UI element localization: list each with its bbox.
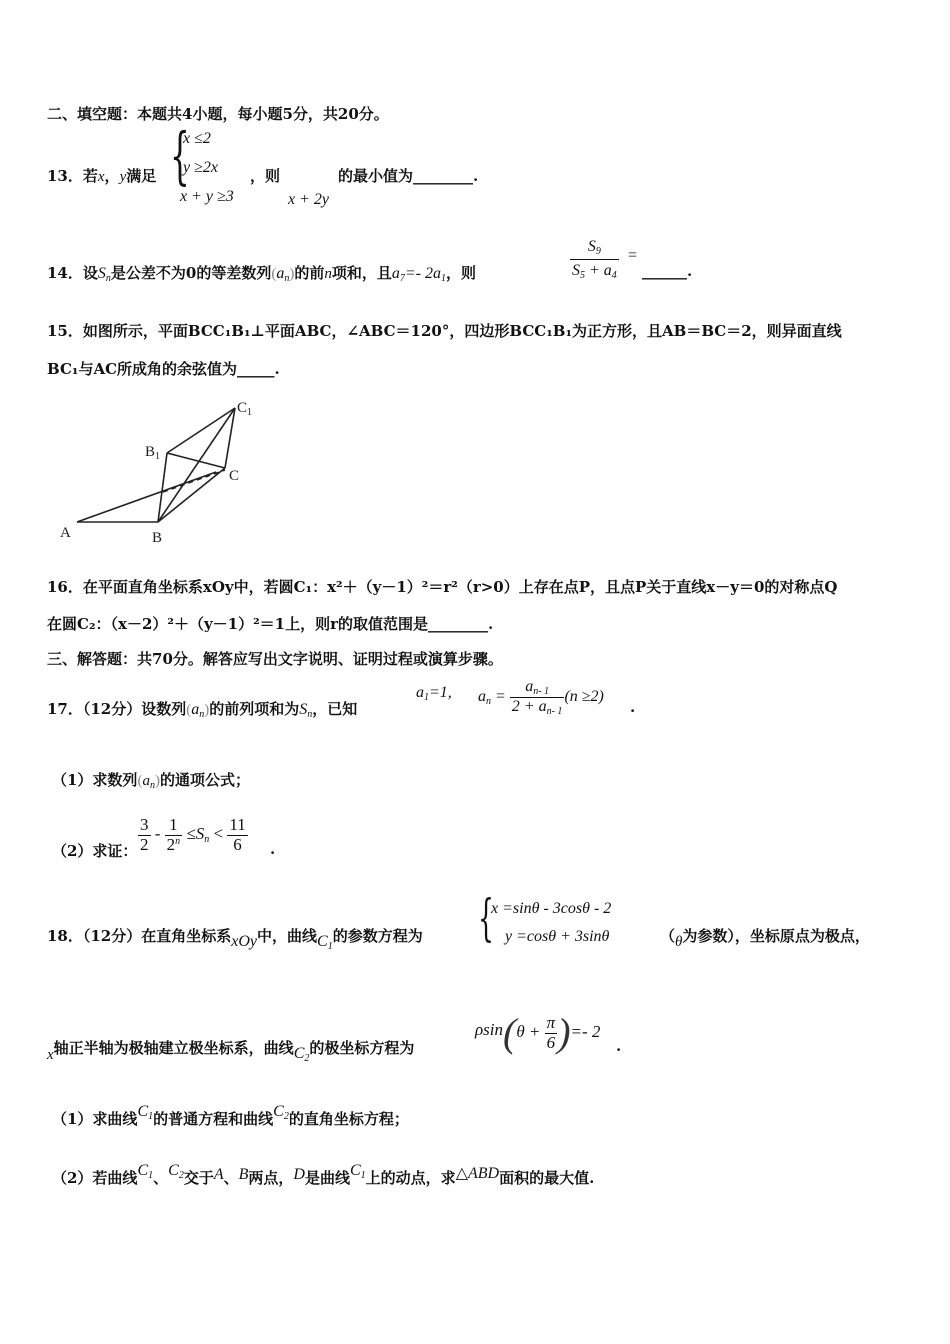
q14-blank: ______. xyxy=(642,262,693,280)
q18-part1: （1）求曲线$C_1$的普通方程和曲线$C_2$的直角坐标方程； xyxy=(52,1103,409,1128)
q18-line-2: x轴正半轴为极轴建立极坐标系，曲线$C_2$的极坐标方程为 xyxy=(47,1039,415,1064)
q13-constraint-1: x ≤2 xyxy=(183,130,211,147)
q13-constraint-2: y ≥2x xyxy=(183,159,218,176)
section-heading-solutions: 三、解答题：共70分。解答应写出文字说明、证明过程或演算步骤。 xyxy=(47,650,503,668)
fig-edge-B1C1 xyxy=(167,408,235,453)
q17-part2-period: . xyxy=(270,840,276,858)
fig-label-C: C xyxy=(229,468,240,484)
q14-fraction: $\frac{S_9}{S_5 + a_4}$ xyxy=(572,238,617,281)
fig-edge-BC xyxy=(158,468,225,522)
q18-line-2-period: . xyxy=(616,1037,622,1055)
q17-a1: $a_1=1$, xyxy=(416,684,452,703)
fig-edge-BC1 xyxy=(158,408,235,522)
q18-text-tail: （θ为参数），坐标原点为极点， xyxy=(660,927,870,950)
q13-text: 13．若x，y满足 xyxy=(47,167,157,185)
q15-line-1: 15．如图所示，平面BCC₁B₁⊥平面ABC，∠ABC＝120°，四边形BCC₁B₁为正方形，且AB＝BC＝2，则异面直线 xyxy=(47,322,842,340)
q15-figure xyxy=(40,390,280,550)
fig-label-A: A xyxy=(60,525,71,541)
q18-param-eq-2: y =cosθ + 3sinθ xyxy=(505,928,610,945)
fig-label-B1: $B_1$ xyxy=(145,444,161,462)
q13-then: ，则 xyxy=(250,167,281,185)
q17-part2-lead: （2）求证： xyxy=(52,842,138,860)
q16-line-1: 16．在平面直角坐标系xOy中，若圆C₁：x²＋（y－1）²＝r²（r>0）上存在点P，且点P关于直线x－y＝0的对称点Q xyxy=(47,578,838,596)
fig-edge-AC-hidden xyxy=(163,470,225,492)
q14-text: 14．设$S_n$是公差不为0的等差数列$(a_n)$的前n项和，且$a_7=-$ $2a_1$，则 xyxy=(47,264,476,284)
q17-recurrence: $a_n$ = $\frac{a_{n- 1}}{2 + a_{n- 1}}$ (n ≥2) xyxy=(478,678,604,717)
section-heading-fill-in: 二、填空题：本题共4小题，每小题5分，共20分。 xyxy=(47,105,389,123)
q18-brace: { xyxy=(478,889,494,947)
q13-expression: x + 2y xyxy=(288,191,329,208)
q17-period: . xyxy=(630,698,636,716)
q18-param-eq-1: x =sinθ - 3cosθ - 2 xyxy=(491,900,612,917)
fig-label-C1: $C_1$ xyxy=(237,400,253,418)
q13-brace: { xyxy=(170,119,190,192)
q17-text: 17．（12分）设数列$(a_n)$的前列项和为$S_n$，已知 xyxy=(47,700,358,720)
q15-line-2: BC₁与AC所成角的余弦值为_____. xyxy=(47,360,280,378)
q13-tail: 的最小值为________. xyxy=(338,167,479,185)
q17-part1: （1）求数列$(a_n)$的通项公式； xyxy=(52,771,250,791)
fig-label-B: B xyxy=(152,530,163,546)
fig-edge-AC-part xyxy=(77,472,216,522)
q18-text: 18．（12分）在直角坐标系xOy中，曲线$C_1$的参数方程为 xyxy=(47,927,423,952)
q14-equals: = xyxy=(628,247,638,264)
q18-polar-eq: ρsin(θ + $\frac{\pi}{6}$ )=- 2 xyxy=(475,1010,601,1055)
q18-part2: （2）若曲线$C_1$、$C_2$交于A、B两点，D是曲线$C_1$上的动点，求△ABD面积的最大值. xyxy=(52,1162,595,1187)
fig-edge-C1C xyxy=(225,408,235,468)
q17-part2-inequality: $\frac{3}{2}$ - $\frac{1}{2^n}$ $\le S_n$ < $\frac{11}{6}$ xyxy=(140,815,246,854)
q16-line-2: 在圆C₂：（x－2）²＋（y－1）²＝1上，则r的取值范围是________. xyxy=(47,615,494,633)
q13-constraint-3: x + y ≥3 xyxy=(180,188,234,205)
